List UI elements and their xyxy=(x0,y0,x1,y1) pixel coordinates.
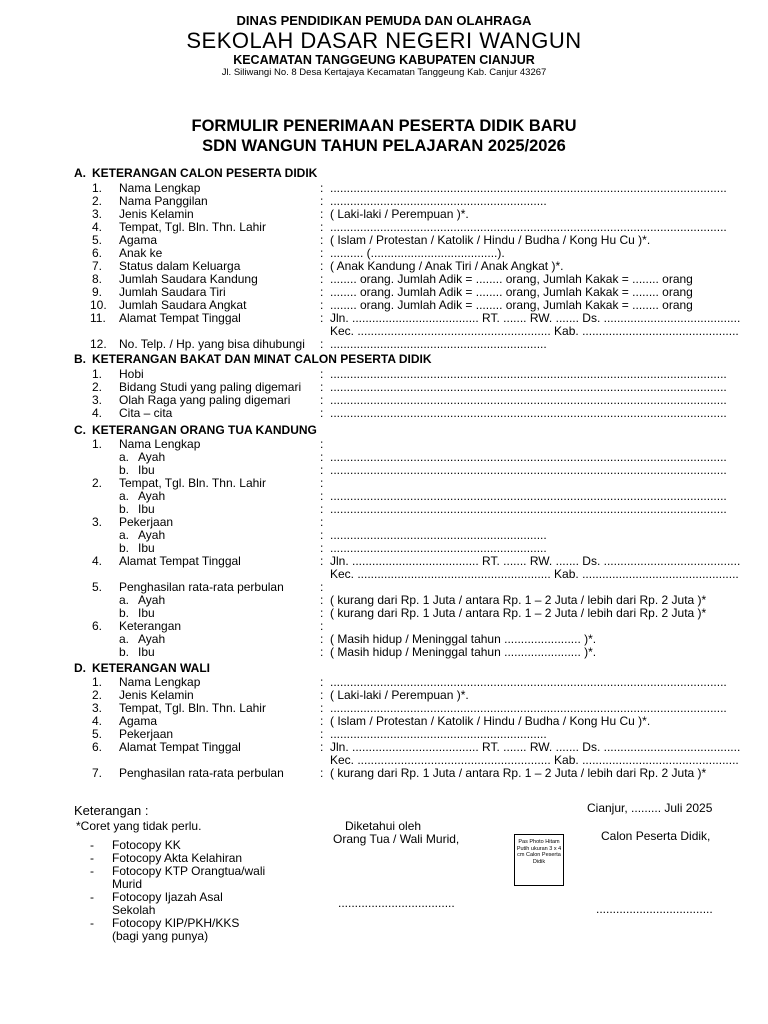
item-number: 1. xyxy=(92,675,103,689)
colon-separator: : xyxy=(320,714,324,728)
item-label: Tempat, Tgl. Bln. Thn. Lahir xyxy=(119,476,266,490)
colon-separator: : xyxy=(320,406,324,420)
item-value-field: ....................................................................................................................... xyxy=(330,220,727,234)
coret-note: *Coret yang tidak perlu. xyxy=(76,819,202,833)
item-value-field: ( Laki-laki / Perempuan )*. xyxy=(330,688,469,702)
item-label: Alamat Tempat Tinggal xyxy=(119,740,241,754)
item-number: 2. xyxy=(92,380,103,394)
document-list-item: Murid xyxy=(112,877,143,891)
place-date: Cianjur, ......... Juli 2025 xyxy=(587,801,713,815)
colon-separator: : xyxy=(320,580,324,594)
colon-separator: : xyxy=(320,233,324,247)
sub-item-letter: a. xyxy=(119,593,130,607)
colon-separator: : xyxy=(320,675,324,689)
item-number: 6. xyxy=(92,246,103,260)
sub-item-label: Ibu xyxy=(138,541,155,555)
item-value-field: ................................................................. xyxy=(330,337,547,351)
colon-separator: : xyxy=(320,367,324,381)
sub-item-letter: b. xyxy=(119,502,130,516)
form-title: FORMULIR PENERIMAAN PESERTA DIDIK BARU xyxy=(191,117,577,135)
sub-item-label: Ibu xyxy=(138,606,155,620)
document-list-item: Fotocopy KK xyxy=(112,838,181,852)
item-value-field: ................................................................. xyxy=(330,528,547,542)
item-label: Anak ke xyxy=(119,246,163,260)
item-number: 7. xyxy=(92,259,103,273)
item-value-field: ....................................................................................................................... xyxy=(330,450,727,464)
list-bullet: - xyxy=(90,864,94,878)
item-number: 4. xyxy=(92,714,103,728)
item-label: Jenis Kelamin xyxy=(119,207,194,221)
item-number: 1. xyxy=(92,437,103,451)
item-value-field: Jln. ...................................... RT. ....... RW. ....... Ds. ......................................... xyxy=(330,311,741,325)
colon-separator: : xyxy=(320,688,324,702)
item-number: 3. xyxy=(92,701,103,715)
item-number: 12. xyxy=(90,337,107,351)
item-value-field: ( Laki-laki / Perempuan )*. xyxy=(330,207,469,221)
colon-separator: : xyxy=(320,246,324,260)
sub-item-label: Ibu xyxy=(138,502,155,516)
item-value-field: ................................................................. xyxy=(330,194,547,208)
form-row xyxy=(0,568,768,581)
form-subtitle: SDN WANGUN TAHUN PELAJARAN 2025/2026 xyxy=(202,137,566,155)
diketahui-label: Diketahui oleh xyxy=(345,819,422,833)
item-label: Nama Panggilan xyxy=(119,194,208,208)
item-number: 4. xyxy=(92,554,103,568)
item-number: 10. xyxy=(90,298,107,312)
item-value-field: .......... (......................................). xyxy=(330,246,505,260)
item-value-field: ....................................................................................................................... xyxy=(330,393,727,407)
colon-separator: : xyxy=(320,645,324,659)
document-list-item: Sekolah xyxy=(112,903,156,917)
item-value-field: ....................................................................................................................... xyxy=(330,380,727,394)
item-value-field: ....................................................................................................................... xyxy=(330,181,727,195)
item-label: Jenis Kelamin xyxy=(119,688,194,702)
item-number: 7. xyxy=(92,766,103,780)
item-value-field: ( kurang dari Rp. 1 Juta / antara Rp. 1 – 2 Juta / lebih dari Rp. 2 Juta )* xyxy=(330,766,707,780)
item-number: 5. xyxy=(92,727,103,741)
colon-separator: : xyxy=(320,463,324,477)
colon-separator: : xyxy=(320,220,324,234)
form-row xyxy=(0,607,768,620)
colon-separator: : xyxy=(320,311,324,325)
section-letter: C. xyxy=(74,423,86,437)
colon-separator: : xyxy=(320,272,324,286)
list-bullet: - xyxy=(90,838,94,852)
student-signature-line: ................................... xyxy=(596,902,713,916)
item-value-field: Jln. ...................................... RT. ....... RW. ....... Ds. ......................................... xyxy=(330,740,741,754)
item-value-field: ( Islam / Protestan / Katolik / Hindu / Budha / Kong Hu Cu )*. xyxy=(330,233,651,247)
item-number: 1. xyxy=(92,181,103,195)
item-label: Nama Lengkap xyxy=(119,675,201,689)
form-row xyxy=(0,503,768,516)
colon-separator: : xyxy=(320,766,324,780)
item-value-field: ....................................................................................................................... xyxy=(330,701,727,715)
item-value-field: ....................................................................................................................... xyxy=(330,675,727,689)
section-heading xyxy=(0,353,768,366)
form-row xyxy=(0,407,768,420)
list-bullet: - xyxy=(90,890,94,904)
item-label: Jumlah Saudara Tiri xyxy=(119,285,226,299)
header-agency: DINAS PENDIDIKAN PEMUDA DAN OLAHRAGA xyxy=(236,13,532,28)
item-number: 9. xyxy=(92,285,103,299)
item-value-field: ....................................................................................................................... xyxy=(330,489,727,503)
item-label: Hobi xyxy=(119,367,144,381)
section-letter: A. xyxy=(74,166,86,180)
colon-separator: : xyxy=(320,181,324,195)
item-label: Cita – cita xyxy=(119,406,173,420)
sub-item-letter: a. xyxy=(119,450,130,464)
section-heading xyxy=(0,424,768,437)
colon-separator: : xyxy=(320,476,324,490)
colon-separator: : xyxy=(320,207,324,221)
colon-separator: : xyxy=(320,632,324,646)
item-number: 6. xyxy=(92,619,103,633)
section-title: KETERANGAN ORANG TUA KANDUNG xyxy=(92,423,317,437)
item-value-field: ........ orang. Jumlah Adik = ........ orang, Jumlah Kakak = ........ orang xyxy=(330,298,693,312)
item-value-field: Kec. .......................................................... Kab. ............................................... xyxy=(330,324,739,338)
list-bullet: - xyxy=(90,851,94,865)
item-label: Nama Lengkap xyxy=(119,181,201,195)
colon-separator: : xyxy=(320,489,324,503)
document-list-item: Fotocopy Ijazah Asal xyxy=(112,890,223,904)
item-value-field: ................................................................. xyxy=(330,541,547,555)
item-number: 2. xyxy=(92,194,103,208)
item-value-field: ( kurang dari Rp. 1 Juta / antara Rp. 1 – 2 Juta / lebih dari Rp. 2 Juta )* xyxy=(330,606,707,620)
sub-item-label: Ibu xyxy=(138,645,155,659)
colon-separator: : xyxy=(320,393,324,407)
colon-separator: : xyxy=(320,593,324,607)
item-label: Status dalam Keluarga xyxy=(119,259,241,273)
item-value-field: ( kurang dari Rp. 1 Juta / antara Rp. 1 – 2 Juta / lebih dari Rp. 2 Juta )* xyxy=(330,593,707,607)
header-district: KECAMATAN TANGGEUNG KABUPATEN CIANJUR xyxy=(233,53,535,67)
colon-separator: : xyxy=(320,619,324,633)
sub-item-letter: a. xyxy=(119,528,130,542)
item-value-field: ....................................................................................................................... xyxy=(330,502,727,516)
section-letter: D. xyxy=(74,661,86,675)
item-value-field: Jln. ...................................... RT. ....... RW. ....... Ds. ......................................... xyxy=(330,554,741,568)
parent-guardian-label: Orang Tua / Wali Murid, xyxy=(333,832,460,846)
colon-separator: : xyxy=(320,528,324,542)
colon-separator: : xyxy=(320,285,324,299)
sub-item-letter: b. xyxy=(119,645,130,659)
colon-separator: : xyxy=(320,380,324,394)
section-title: KETERANGAN WALI xyxy=(92,661,210,675)
item-value-field: Kec. .......................................................... Kab. ............................................... xyxy=(330,753,739,767)
sub-item-letter: a. xyxy=(119,489,130,503)
item-label: Nama Lengkap xyxy=(119,437,201,451)
student-label: Calon Peserta Didik, xyxy=(601,829,711,843)
document-list-item: Fotocopy KIP/PKH/KKS xyxy=(112,916,240,930)
item-label: Agama xyxy=(119,714,158,728)
item-number: 3. xyxy=(92,393,103,407)
list-bullet: - xyxy=(90,916,94,930)
colon-separator: : xyxy=(320,259,324,273)
colon-separator: : xyxy=(320,437,324,451)
colon-separator: : xyxy=(320,502,324,516)
item-number: 11. xyxy=(90,311,106,325)
item-value-field: ................................................................. xyxy=(330,727,547,741)
form-row xyxy=(0,464,768,477)
item-value-field: ( Masih hidup / Meninggal tahun ....................... )*. xyxy=(330,632,597,646)
item-label: No. Telp. / Hp. yang bisa dihubungi xyxy=(119,337,305,351)
item-label: Olah Raga yang paling digemari xyxy=(119,393,291,407)
item-label: Penghasilan rata-rata perbulan xyxy=(119,766,284,780)
item-value-field: ( Anak Kandung / Anak Tiri / Anak Angkat )*. xyxy=(330,259,564,273)
colon-separator: : xyxy=(320,337,324,351)
sub-item-label: Ibu xyxy=(138,463,155,477)
section-heading xyxy=(0,167,768,180)
item-value-field: ( Masih hidup / Meninggal tahun ....................... )*. xyxy=(330,645,597,659)
item-number: 5. xyxy=(92,233,103,247)
header-school-name: SEKOLAH DASAR NEGERI WANGUN xyxy=(186,28,582,53)
item-value-field: ....................................................................................................................... xyxy=(330,367,727,381)
item-value-field: ( Islam / Protestan / Katolik / Hindu / Budha / Kong Hu Cu )*. xyxy=(330,714,651,728)
sub-item-label: Ayah xyxy=(138,593,166,607)
colon-separator: : xyxy=(320,554,324,568)
item-label: Keterangan xyxy=(119,619,182,633)
item-number: 6. xyxy=(92,740,103,754)
item-number: 3. xyxy=(92,207,103,221)
item-number: 3. xyxy=(92,515,103,529)
keterangan-title: Keterangan : xyxy=(74,803,149,818)
form-row xyxy=(0,767,768,780)
colon-separator: : xyxy=(320,450,324,464)
item-number: 4. xyxy=(92,220,103,234)
form-row xyxy=(0,646,768,659)
sub-item-label: Ayah xyxy=(138,528,166,542)
colon-separator: : xyxy=(320,541,324,555)
form-row xyxy=(0,338,768,351)
item-value-field: ........ orang. Jumlah Adik = ........ orang, Jumlah Kakak = ........ orang xyxy=(330,272,693,286)
sub-item-letter: a. xyxy=(119,632,130,646)
parent-signature-line: ................................... xyxy=(338,896,455,910)
sub-item-letter: b. xyxy=(119,541,130,555)
colon-separator: : xyxy=(320,298,324,312)
sub-item-label: Ayah xyxy=(138,450,166,464)
item-value-field: ....................................................................................................................... xyxy=(330,406,727,420)
document-list-item: Fotocopy Akta Kelahiran xyxy=(112,851,243,865)
item-label: Jumlah Saudara Kandung xyxy=(119,272,258,286)
document-list-item: Fotocopy KTP Orangtua/wali xyxy=(112,864,266,878)
colon-separator: : xyxy=(320,701,324,715)
item-value-field: Kec. .......................................................... Kab. ............................................... xyxy=(330,567,739,581)
item-label: Penghasilan rata-rata perbulan xyxy=(119,580,284,594)
item-label: Alamat Tempat Tinggal xyxy=(119,311,241,325)
item-number: 1. xyxy=(92,367,103,381)
sub-item-letter: b. xyxy=(119,463,130,477)
colon-separator: : xyxy=(320,740,324,754)
item-label: Jumlah Saudara Angkat xyxy=(119,298,247,312)
sub-item-letter: b. xyxy=(119,606,130,620)
section-letter: B. xyxy=(74,352,86,366)
item-label: Pekerjaan xyxy=(119,727,174,741)
item-value-field: ....................................................................................................................... xyxy=(330,463,727,477)
sub-item-label: Ayah xyxy=(138,632,166,646)
item-label: Bidang Studi yang paling digemari xyxy=(119,380,302,394)
section-heading xyxy=(0,662,768,675)
item-number: 2. xyxy=(92,688,103,702)
photo-placeholder: Pas Photo Hitam Putih ukuran 3 x 4 cm Calon Peserta Didik xyxy=(514,834,564,886)
sub-item-label: Ayah xyxy=(138,489,166,503)
item-number: 2. xyxy=(92,476,103,490)
item-number: 4. xyxy=(92,406,103,420)
item-label: Tempat, Tgl. Bln. Thn. Lahir xyxy=(119,220,266,234)
colon-separator: : xyxy=(320,606,324,620)
item-label: Alamat Tempat Tinggal xyxy=(119,554,241,568)
item-number: 8. xyxy=(92,272,103,286)
header-address: Jl. Siliwangi No. 8 Desa Kertajaya Kecamatan Tanggeung Kab. Canjur 43267 xyxy=(221,67,547,78)
colon-separator: : xyxy=(320,727,324,741)
item-label: Pekerjaan xyxy=(119,515,174,529)
section-title: KETERANGAN BAKAT DAN MINAT CALON PESERTA DIDIK xyxy=(92,352,432,366)
section-title: KETERANGAN CALON PESERTA DIDIK xyxy=(92,166,318,180)
item-value-field: ........ orang. Jumlah Adik = ........ orang, Jumlah Kakak = ........ orang xyxy=(330,285,693,299)
item-number: 5. xyxy=(92,580,103,594)
colon-separator: : xyxy=(320,515,324,529)
colon-separator: : xyxy=(320,194,324,208)
item-label: Agama xyxy=(119,233,158,247)
document-list-item: (bagi yang punya) xyxy=(112,929,209,943)
item-label: Tempat, Tgl. Bln. Thn. Lahir xyxy=(119,701,266,715)
